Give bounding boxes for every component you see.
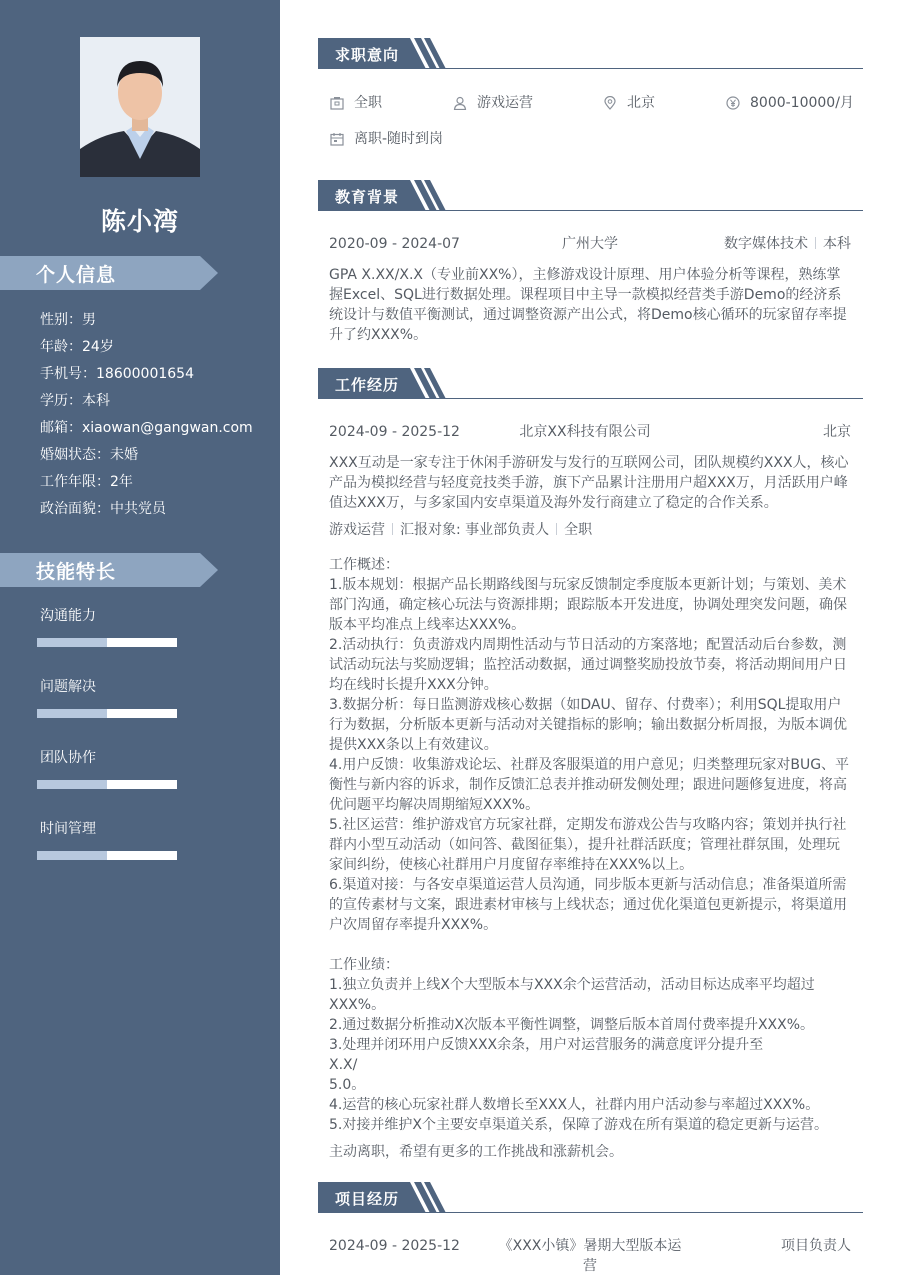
person-icon [453, 96, 467, 110]
work-company: 北京XX科技有限公司 [519, 424, 651, 440]
work-overview-item: 3.数据分析：每日监测游戏核心数据（如DAU、留存、付费率）；利用SQL提取用户行为数据，分析版本更新与活动对关键指标的影响；输出数据分析周报，为版本调优提供XXX条以上有效建议。 [329, 697, 847, 753]
work-achievements-title: 工作业绩： [329, 957, 399, 973]
info-education: 学历：本科 [40, 393, 110, 409]
work-overview-item: 6.渠道对接：与各安卓渠道运营人员沟通，同步版本更新与活动信息；准备渠道所需的宣传素材与文案，跟进素材审核与上线状态；通过优化渠道包更新提示，将渠道用户次周留存率提升XXX%。 [329, 877, 847, 933]
section-heading-work [318, 368, 863, 402]
section-title: 教育背景 [335, 188, 400, 206]
work-leave-reason: 主动离职，希望有更多的工作挑战和涨薪机会。 [329, 1144, 623, 1160]
work-overview-item: 2.活动执行：负责游戏内周期性活动与节日活动的方案落地；配置活动后台参数，测试活动玩法与奖励逻辑；监控活动数据，通过调整奖励投放节奏，将活动期间用户日均在线时长提升XXX分钟。 [329, 637, 847, 693]
section-heading-education [318, 180, 863, 214]
skill-label: 团队协作 [40, 750, 96, 766]
work-company-intro [329, 453, 853, 513]
info-political-status: 政治面貌：中共党员 [40, 501, 166, 517]
personal-info-list [40, 309, 253, 525]
intent-text: 游戏运营 [477, 95, 533, 111]
skill-bar [37, 638, 177, 647]
project-period: 2024-09 - 2025-12 [329, 1238, 460, 1254]
section-title: 求职意向 [335, 46, 400, 64]
education-description [329, 265, 853, 345]
separator [392, 523, 393, 535]
education-degree: 本科 [823, 236, 851, 252]
skills-heading [0, 553, 218, 587]
candidate-name: 陈小湾 [100, 207, 179, 236]
work-overview-title: 工作概述： [329, 557, 399, 573]
portrait-image [80, 37, 200, 177]
skills-title: 技能特长 [36, 561, 117, 583]
section-divider [410, 68, 863, 69]
separator [815, 237, 816, 249]
skill-level-fill [37, 638, 107, 647]
skill-label: 沟通能力 [40, 608, 96, 624]
work-achievement-item: 2.通过数据分析推动X次版本平衡性调整，调整后版本首周付费率提升XXX%。 [329, 1017, 815, 1033]
intent-text: 北京 [627, 95, 655, 111]
intent-text: 离职-随时到岗 [354, 131, 444, 147]
personal-info-title: 个人信息 [36, 264, 117, 286]
skill-bar [37, 851, 177, 860]
work-achievement-item: 1.独立负责并上线X个大型版本与XXX余个运营活动，活动目标达成率平均超过XXX%。 [329, 977, 815, 1013]
project-role: 项目负责人 [781, 1238, 851, 1254]
education-description-text: GPA X.XX/X.X（专业前XX%），主修游戏设计原理、用户体验分析等课程，熟练掌握Excel、SQL进行数据处理。课程项目中主导一款模拟经营类手游Demo的经济系统设计与数值平衡测试，通过调整资源产出公式，将Demo核心循环的玩家留存率提升了约XXX%。 [329, 267, 847, 343]
skill-level-fill [37, 780, 107, 789]
project-name-line: 《XXX小镇》暑期大型版本运 [498, 1238, 682, 1254]
work-details [329, 555, 853, 1162]
work-city: 北京 [823, 424, 851, 440]
sidebar [0, 0, 280, 1275]
info-phone: 手机号：18600001654 [40, 366, 194, 382]
yen-icon [726, 96, 740, 110]
building-icon [330, 96, 344, 110]
work-tag: 全职 [564, 522, 593, 538]
skill-item [40, 607, 96, 627]
work-achievement-item: 3.处理并闭环用户反馈XXX余条，用户对运营服务的满意度评分提升至 [329, 1037, 764, 1053]
info-age: 年龄：24岁 [40, 339, 114, 355]
work-tag: 汇报对象: 事业部负责人 [400, 522, 550, 538]
work-row [329, 422, 851, 442]
work-overview-item: 1.版本规划：根据产品长期路线图与玩家反馈制定季度版本更新计划；与策划、美术部门沟通，确定核心玩法与资源排期；跟踪版本开发进度，协调处理突发问题，确保版本平均准点上线率达XXX%。 [329, 577, 847, 633]
skill-level-fill [37, 709, 107, 718]
info-gender: 性别：男 [40, 312, 96, 328]
work-tags [329, 520, 592, 540]
skill-bar [37, 709, 177, 718]
info-marital-status: 婚姻状态：未婚 [40, 447, 138, 463]
section-divider [410, 210, 863, 211]
section-heading-project [318, 1182, 863, 1216]
skill-label: 问题解决 [40, 679, 96, 695]
separator [556, 523, 557, 535]
intent-text: 8000-10000/月 [750, 95, 854, 111]
project-name [490, 1236, 690, 1275]
personal-info-heading [0, 256, 218, 290]
info-email: 邮箱：xiaowan@gangwan.com [40, 420, 253, 436]
section-divider [410, 398, 863, 399]
education-school: 广州大学 [562, 236, 618, 252]
education-major-degree [724, 234, 851, 254]
section-title: 工作经历 [335, 376, 400, 394]
section-heading-intent [318, 38, 863, 72]
info-work-years: 工作年限：2年 [40, 474, 133, 490]
intent-text: 全职 [354, 95, 382, 111]
profile-photo [80, 37, 200, 177]
work-period: 2024-09 - 2025-12 [329, 424, 460, 440]
project-name-line: 营 [583, 1258, 597, 1274]
section-title: 项目经历 [335, 1190, 400, 1208]
skill-item [40, 820, 96, 840]
work-achievement-item: X.X/ [329, 1057, 358, 1073]
work-overview-item: 4.用户反馈：收集游戏论坛、社群及客服渠道的用户意见；归类整理玩家对BUG、平衡性与新内容的诉求，制作反馈汇总表并推动研发侧处理；跟进问题修复进度，将高优问题平均解决周期缩短XXX%。 [329, 757, 850, 813]
calendar-icon [330, 132, 344, 146]
skill-label: 时间管理 [40, 821, 96, 837]
skill-item [40, 749, 96, 769]
work-tag: 游戏运营 [329, 522, 385, 538]
work-achievement-item: 5.0。 [329, 1077, 366, 1093]
work-overview-item: 5.社区运营：维护游戏官方玩家社群，定期发布游戏公告与攻略内容；策划并执行社群内小型互动活动（如问答、截图征集），提升社群活跃度；管理社群氛围，处理玩家间纠纷，使核心社群用户月度留存率维持在XXX%以上。 [329, 817, 847, 873]
education-period: 2020-09 - 2024-07 [329, 236, 460, 252]
skill-item [40, 678, 96, 698]
skill-level-fill [37, 851, 107, 860]
location-pin-icon [603, 96, 617, 110]
work-achievement-item: 4.运营的核心玩家社群人数增长至XXX人，社群内用户活动参与率超过XXX%。 [329, 1097, 820, 1113]
work-company-intro-text: XXX互动是一家专注于休闲手游研发与发行的互联网公司，团队规模约XXX人，核心产品为模拟经营与轻度竞技类手游，旗下产品累计注册用户超XXX万，月活跃用户峰值达XXX万，与多家国内安卓渠道及海外发行商建立了稳定的合作关系。 [329, 455, 849, 511]
skill-bar [37, 780, 177, 789]
section-divider [410, 1212, 863, 1213]
work-achievement-item: 5.对接并维护X个主要安卓渠道关系，保障了游戏在所有渠道的稳定更新与运营。 [329, 1117, 828, 1133]
education-major: 数字媒体技术 [724, 236, 808, 252]
blank-line [329, 935, 853, 955]
education-row [329, 234, 851, 254]
